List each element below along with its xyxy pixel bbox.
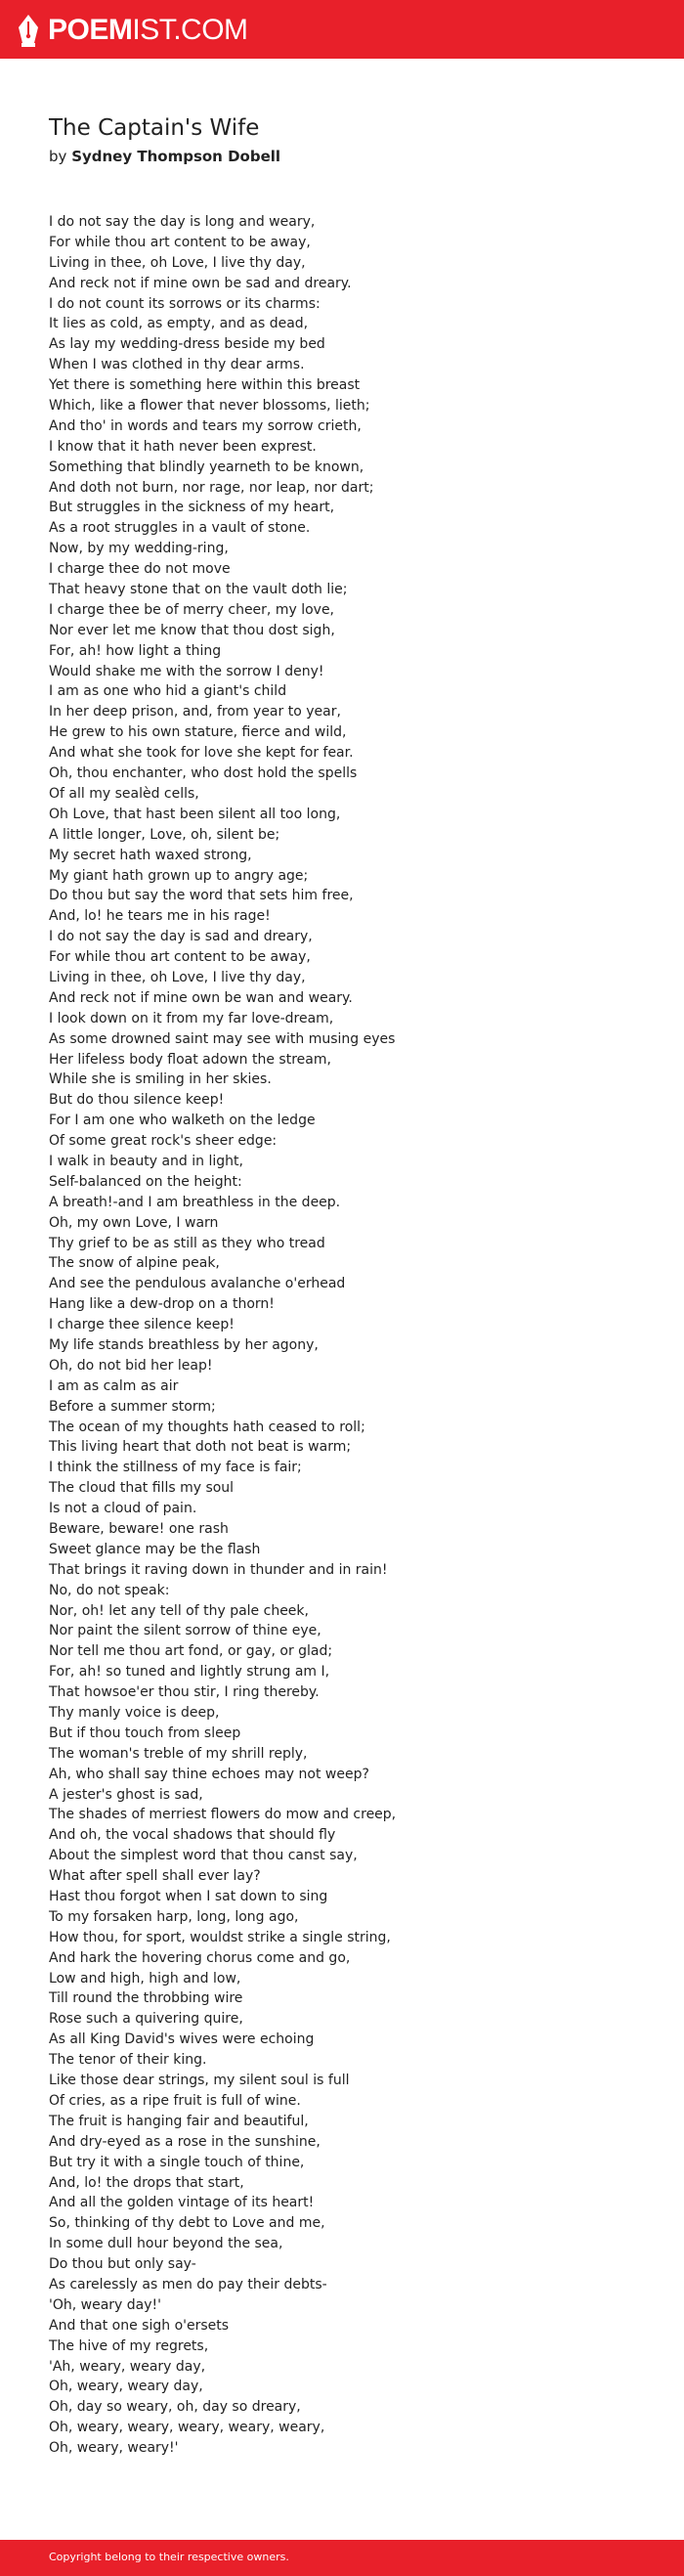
poem-line: 'Oh, weary day!' <box>49 2296 161 2313</box>
poem-line: But try it with a single touch of thine, <box>49 2154 305 2170</box>
poem-line: A little longer, Love, oh, silent be; <box>49 826 280 843</box>
poem-line: And dry-eyed as a rose in the sunshine, <box>49 2133 321 2150</box>
poem-line: Oh, weary, weary!' <box>49 2440 179 2457</box>
poem-title: The Captain's Wife <box>49 115 260 141</box>
poem-line: That heavy stone that on the vault doth lie; <box>49 582 348 598</box>
author-link[interactable]: Sydney Thompson Dobell <box>71 148 281 165</box>
poem-line: Nor ever let me know that thou dost sigh, <box>49 622 335 638</box>
poem-line: I am as one who hid a giant's child <box>49 683 287 700</box>
poem-line: While she is smiling in her skies. <box>49 1071 272 1088</box>
poem-line: Living in thee, oh Love, I live thy day, <box>49 969 306 985</box>
poem-line: Of all my sealèd cells, <box>49 785 199 802</box>
poem-line: My giant hath grown up to angry age; <box>49 867 309 884</box>
poem-line: The shades of merriest flowers do mow and creep, <box>49 1807 397 1823</box>
poem-line: Of cries, as a ripe fruit is full of wine. <box>49 2092 301 2109</box>
poem-line: I charge thee silence keep! <box>49 1317 235 1333</box>
poem-line: Oh Love, that hast been silent all too long, <box>49 806 341 822</box>
poem-line: The fruit is hanging fair and beautiful, <box>49 2113 309 2129</box>
poem-line: I do not say the day is sad and dreary, <box>49 929 313 945</box>
poem-line: For, ah! how light a thing <box>49 642 222 659</box>
poem-line: Something that blindly yearneth to be known, <box>49 458 364 475</box>
poem-line: About the simplest word that thou canst say, <box>49 1848 358 1864</box>
poem-line: Self-balanced on the height: <box>49 1173 242 1190</box>
poem-line: And that one sigh o'ersets <box>49 2317 230 2334</box>
poem-line: My secret hath waxed strong, <box>49 847 252 863</box>
poem-line: Thy grief to be as still as they who tread <box>49 1235 325 1251</box>
poem-line: He grew to his own stature, fierce and wild, <box>49 724 347 741</box>
logo-text-bold: POEM <box>48 14 133 46</box>
poem-line: The hive of my regrets, <box>49 2337 209 2354</box>
poem-line: Oh, thou enchanter, who dost hold the spells <box>49 765 358 782</box>
poem-line: For I am one who walketh on the ledge <box>49 1113 316 1129</box>
poem-line: And reck not if mine own be sad and dreary. <box>49 275 352 291</box>
poem-line: I do not count its sorrows or its charms: <box>49 295 321 312</box>
poem-line: But if thou touch from sleep <box>49 1725 241 1741</box>
poem-line: The ocean of my thoughts hath ceased to roll; <box>49 1419 365 1435</box>
poem-line: Would shake me with the sorrow I deny! <box>49 663 324 679</box>
poem-line: The tenor of their king. <box>49 2052 207 2069</box>
poem-line: Rose such a quivering quire, <box>49 2011 243 2028</box>
poem-line: Oh, weary, weary day, <box>49 2379 203 2395</box>
poem-line: That howsoe'er thou stir, I ring thereby. <box>49 1684 320 1701</box>
poem-line: Living in thee, oh Love, I live thy day, <box>49 254 306 271</box>
poem-line: Nor paint the silent sorrow of thine eye, <box>49 1623 321 1639</box>
poem-line: Hast thou forgot when I sat down to sing <box>49 1889 328 1905</box>
poem-line: Oh, weary, weary, weary, weary, weary, <box>49 2420 325 2436</box>
poem-line: I walk in beauty and in light, <box>49 1153 243 1169</box>
poem-line: As some drowned saint may see with musing eyes <box>49 1030 396 1047</box>
poem-line: I know that it hath never been exprest. <box>49 438 317 455</box>
poem-line: Oh, day so weary, oh, day so dreary, <box>49 2399 301 2416</box>
poem-line: I think the stillness of my face is fair; <box>49 1460 302 1476</box>
poem-line: Nor tell me thou art fond, or gay, or glad; <box>49 1643 333 1660</box>
poem-line: And what she took for love she kept for fear. <box>49 745 354 762</box>
poem-line: And doth not burn, nor rage, nor leap, nor dart; <box>49 479 374 496</box>
site-footer <box>0 2540 684 2576</box>
poem-line: I charge thee do not move <box>49 561 231 578</box>
poem-line: And tho' in words and tears my sorrow crieth, <box>49 417 362 434</box>
poem-line: As a root struggles in a vault of stone. <box>49 520 311 537</box>
poem-line: No, do not speak: <box>49 1582 170 1598</box>
poem-line: And oh, the vocal shadows that should fly <box>49 1827 336 1844</box>
poem-line: Ah, who shall say thine echoes may not weep? <box>49 1766 369 1782</box>
poem-line: The cloud that fills my soul <box>49 1480 235 1497</box>
poem-line: For while thou art content to be away, <box>49 234 311 250</box>
poem-header <box>49 113 635 166</box>
poem-line: Sweet glance may be the flash <box>49 1541 261 1557</box>
poem-line: Like those dear strings, my silent soul is full <box>49 2073 350 2089</box>
poem-line: Before a summer storm; <box>49 1398 216 1415</box>
byline-prefix: by <box>49 148 67 165</box>
byline <box>49 147 635 166</box>
poem-line: When I was clothed in thy dear arms. <box>49 357 305 373</box>
poem-line: A jester's ghost is sad, <box>49 1786 203 1803</box>
poem-line: That brings it raving down in thunder and in rain! <box>49 1561 388 1578</box>
poem-line: Thy manly voice is deep, <box>49 1705 220 1722</box>
poem-body <box>49 212 635 2459</box>
poem-line: Is not a cloud of pain. <box>49 1501 197 1517</box>
poem-line: It lies as cold, as empty, and as dead, <box>49 316 309 332</box>
poem-line: As carelessly as men do pay their debts- <box>49 2276 327 2292</box>
logo-text-light: IST.COM <box>132 14 248 46</box>
poem-line: Oh, my own Love, I warn <box>49 1214 219 1231</box>
poem-line: The woman's treble of my shrill reply, <box>49 1745 308 1762</box>
poem-line: And all the golden vintage of its heart! <box>49 2195 315 2211</box>
poem-line: Which, like a flower that never blossoms, lieth; <box>49 398 370 415</box>
pen-nib-icon <box>18 14 39 47</box>
poem-line: And reck not if mine own be wan and weary. <box>49 989 353 1006</box>
poem-line: For while thou art content to be away, <box>49 949 311 966</box>
poem-line: What after spell shall ever lay? <box>49 1868 261 1885</box>
poem-line: Nor, oh! let any tell of thy pale cheek, <box>49 1602 309 1619</box>
poem-line: And hark the hovering chorus come and go, <box>49 1949 351 1966</box>
poem-line: To my forsaken harp, long, long ago, <box>49 1908 299 1925</box>
poem-line: Yet there is something here within this breast <box>49 377 361 394</box>
poem-line: Do thou but say the word that sets him free, <box>49 888 354 904</box>
poem-line: And see the pendulous avalanche o'erhead <box>49 1276 346 1292</box>
poem-line: But do thou silence keep! <box>49 1092 225 1109</box>
site-logo[interactable] <box>18 14 248 47</box>
poem-line: I am as calm as air <box>49 1377 179 1394</box>
poem-line: A breath!-and I am breathless in the deep. <box>49 1194 341 1210</box>
poem-line: My life stands breathless by her agony, <box>49 1336 319 1353</box>
poem-line: Do thou but only say- <box>49 2256 196 2273</box>
poem-line: Hang like a dew-drop on a thorn! <box>49 1296 275 1313</box>
poem-line: In some dull hour beyond the sea, <box>49 2236 283 2252</box>
poem-line: I look down on it from my far love-dream, <box>49 1010 334 1026</box>
poem-line: As all King David's wives were echoing <box>49 2031 315 2048</box>
poem-line: Low and high, high and low, <box>49 1970 241 1987</box>
poem-line: Oh, do not bid her leap! <box>49 1357 213 1374</box>
poem-line: For, ah! so tuned and lightly strung am I, <box>49 1664 330 1681</box>
poem-line: So, thinking of thy debt to Love and me, <box>49 2215 325 2232</box>
footer-copyright: Copyright belong to their respective owners. <box>49 2551 289 2563</box>
poem-line: How thou, for sport, wouldst strike a single string, <box>49 1929 391 1945</box>
poem-line: The snow of alpine peak, <box>49 1255 220 1272</box>
poem-line: Of some great rock's sheer edge: <box>49 1133 278 1150</box>
poem-line: I do not say the day is long and weary, <box>49 214 316 230</box>
logo-text <box>48 14 248 47</box>
poem-line: Till round the throbbing wire <box>49 1990 243 2007</box>
poem-line: Her lifeless body float adown the stream, <box>49 1051 331 1068</box>
site-header <box>0 0 684 59</box>
poem-line: As lay my wedding-dress beside my bed <box>49 336 325 353</box>
poem-line: 'Ah, weary, weary day, <box>49 2358 206 2375</box>
poem-line: I charge thee be of merry cheer, my love, <box>49 601 335 618</box>
poem-line: Beware, beware! one rash <box>49 1521 229 1537</box>
poem-line: Now, by my wedding-ring, <box>49 541 229 557</box>
poem-line: And, lo! he tears me in his rage! <box>49 908 271 925</box>
poem-line: This living heart that doth not beat is warm; <box>49 1439 352 1456</box>
poem-line: And, lo! the drops that start, <box>49 2174 244 2191</box>
poem-line: But struggles in the sickness of my heart, <box>49 500 335 516</box>
poem-line: In her deep prison, and, from year to year, <box>49 704 341 720</box>
